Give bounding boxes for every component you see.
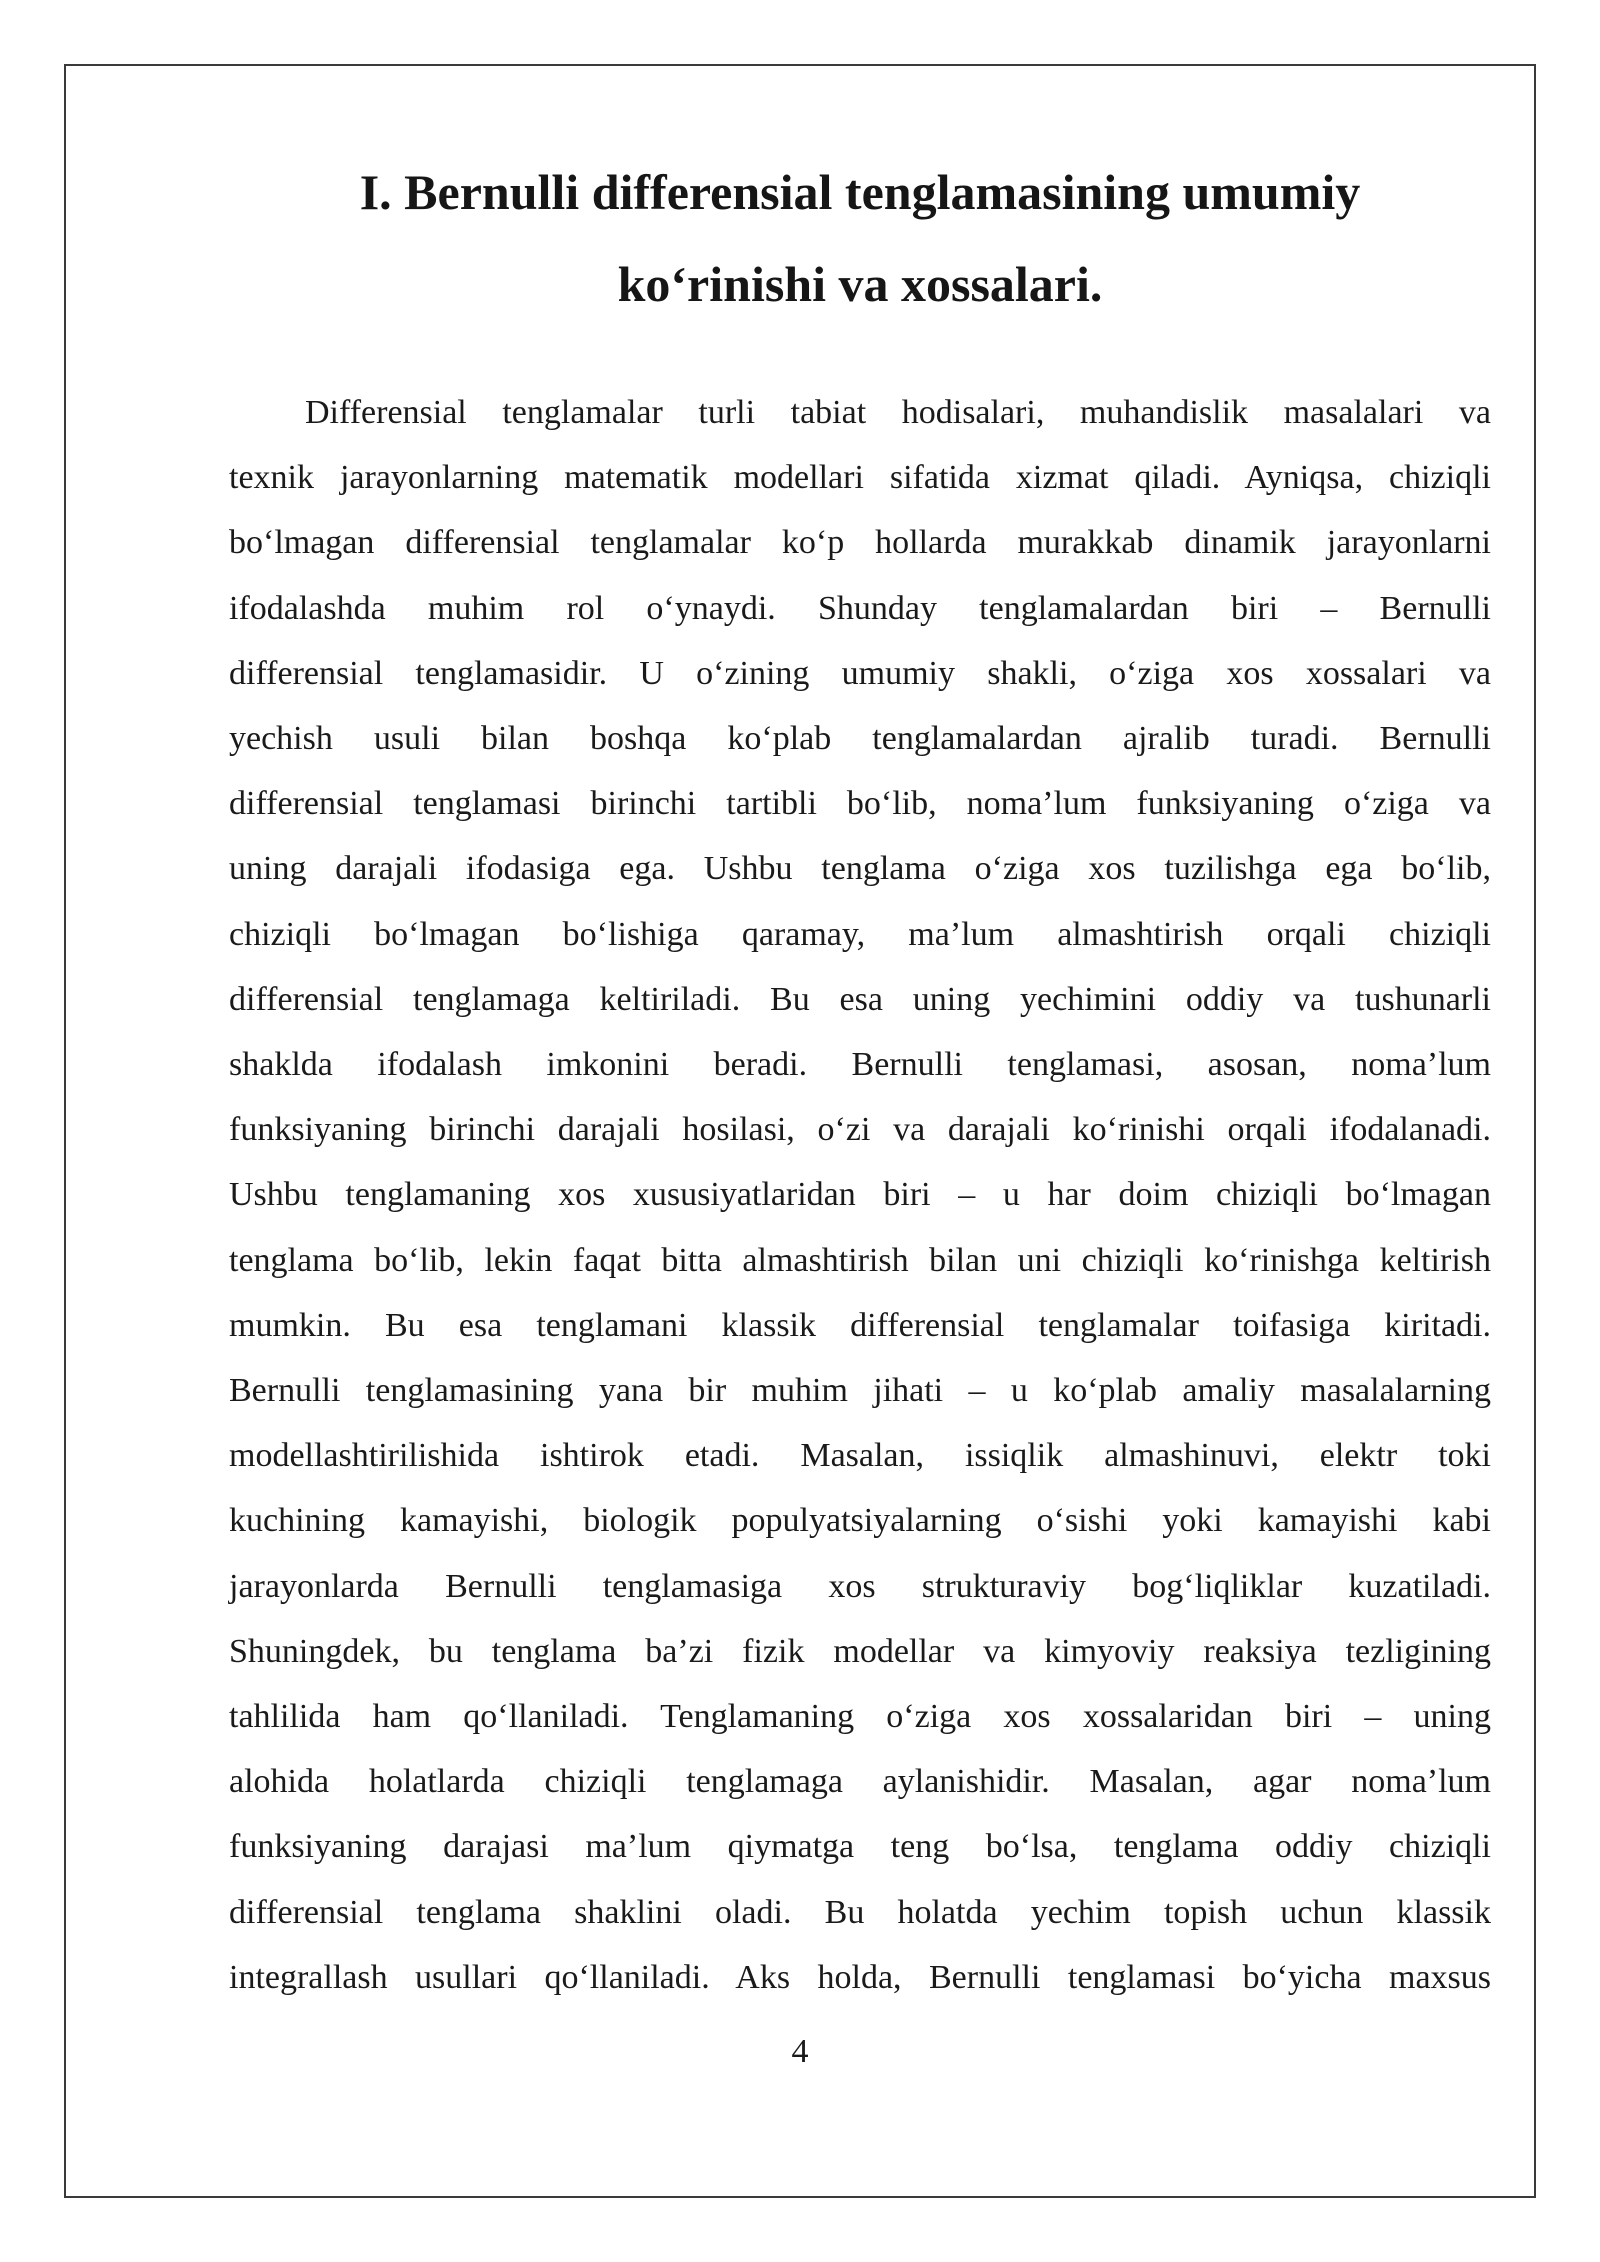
- paragraph-line: bo‘lmagan differensial tenglamalar ko‘p hollarda murakkab dinamik jarayonlarni: [229, 524, 1491, 562]
- paragraph-line: differensial tenglama shaklini oladi. Bu holatda yechim topish uchun klassik: [229, 1893, 1491, 1931]
- paragraph-line: funksiyaning darajasi ma’lum qiymatga teng bo‘lsa, tenglama oddiy chiziqli: [229, 1828, 1491, 1866]
- page-number: 4: [791, 2033, 809, 2070]
- paragraph-line: ifodalashda muhim rol o‘ynaydi. Shunday tenglamalardan biri – Bernulli: [229, 589, 1491, 627]
- paragraph-line: tahlilida ham qo‘llaniladi. Tenglamaning o‘ziga xos xossalaridan biri – uning: [229, 1698, 1491, 1736]
- section-title: [230, 146, 1490, 330]
- paragraph-line: differensial tenglamasi birinchi tartibli bo‘lib, noma’lum funksiyaning o‘ziga va: [229, 785, 1491, 823]
- paragraph-line: tenglama bo‘lib, lekin faqat bitta almashtirish bilan uni chiziqli ko‘rinishga keltirish: [229, 1241, 1491, 1279]
- body-paragraph: [229, 380, 1491, 2010]
- paragraph-line: differensial tenglamasidir. U o‘zining umumiy shakli, o‘ziga xos xossalari va: [229, 654, 1491, 692]
- paragraph-line: mumkin. Bu esa tenglamani klassik differensial tenglamalar toifasiga kiritadi.: [229, 1306, 1491, 1344]
- paragraph-line: chiziqli bo‘lmagan bo‘lishiga qaramay, ma’lum almashtirish orqali chiziqli: [229, 915, 1491, 953]
- paragraph-line: modellashtirilishida ishtirok etadi. Masalan, issiqlik almashinuvi, elektr toki: [229, 1437, 1491, 1475]
- paragraph-line: integrallash usullari qo‘llaniladi. Aks holda, Bernulli tenglamasi bo‘yicha maxsus: [229, 1958, 1491, 1996]
- paragraph-line: yechish usuli bilan boshqa ko‘plab tenglamalardan ajralib turadi. Bernulli: [229, 720, 1491, 758]
- paragraph-line: Bernulli tenglamasining yana bir muhim jihati – u ko‘plab amaliy masalalarning: [229, 1372, 1491, 1410]
- paragraph-line: kuchining kamayishi, biologik populyatsiyalarning o‘sishi yoki kamayishi kabi: [229, 1502, 1491, 1540]
- paragraph-line: funksiyaning birinchi darajali hosilasi, o‘zi va darajali ko‘rinishi orqali ifodalanadi.: [229, 1111, 1491, 1149]
- title-line: ko‘rinishi va xossalari.: [617, 256, 1103, 312]
- paragraph-line: alohida holatlarda chiziqli tenglamaga aylanishidir. Masalan, agar noma’lum: [229, 1763, 1491, 1801]
- paragraph-line: shaklda ifodalash imkonini beradi. Bernulli tenglamasi, asosan, noma’lum: [229, 1046, 1491, 1084]
- paragraph-line: Differensial tenglamalar turli tabiat hodisalari, muhandislik masalalari va: [305, 394, 1491, 431]
- paragraph-line: texnik jarayonlarning matematik modellari sifatida xizmat qiladi. Ayniqsa, chiziqli: [229, 459, 1491, 497]
- paragraph-line: Shuningdek, bu tenglama ba’zi fizik modellar va kimyoviy reaksiya tezligining: [229, 1632, 1491, 1670]
- title-line: I. Bernulli differensial tenglamasining umumiy: [359, 164, 1361, 220]
- paragraph-line: differensial tenglamaga keltiriladi. Bu esa uning yechimini oddiy va tushunarli: [229, 980, 1491, 1018]
- paragraph-line: uning darajali ifodasiga ega. Ushbu tenglama o‘ziga xos tuzilishga ega bo‘lib,: [229, 850, 1491, 888]
- paragraph-line: jarayonlarda Bernulli tenglamasiga xos strukturaviy bog‘liqliklar kuzatiladi.: [229, 1567, 1491, 1605]
- paragraph-line: Ushbu tenglamaning xos xususiyatlaridan biri – u har doim chiziqli bo‘lmagan: [229, 1176, 1491, 1214]
